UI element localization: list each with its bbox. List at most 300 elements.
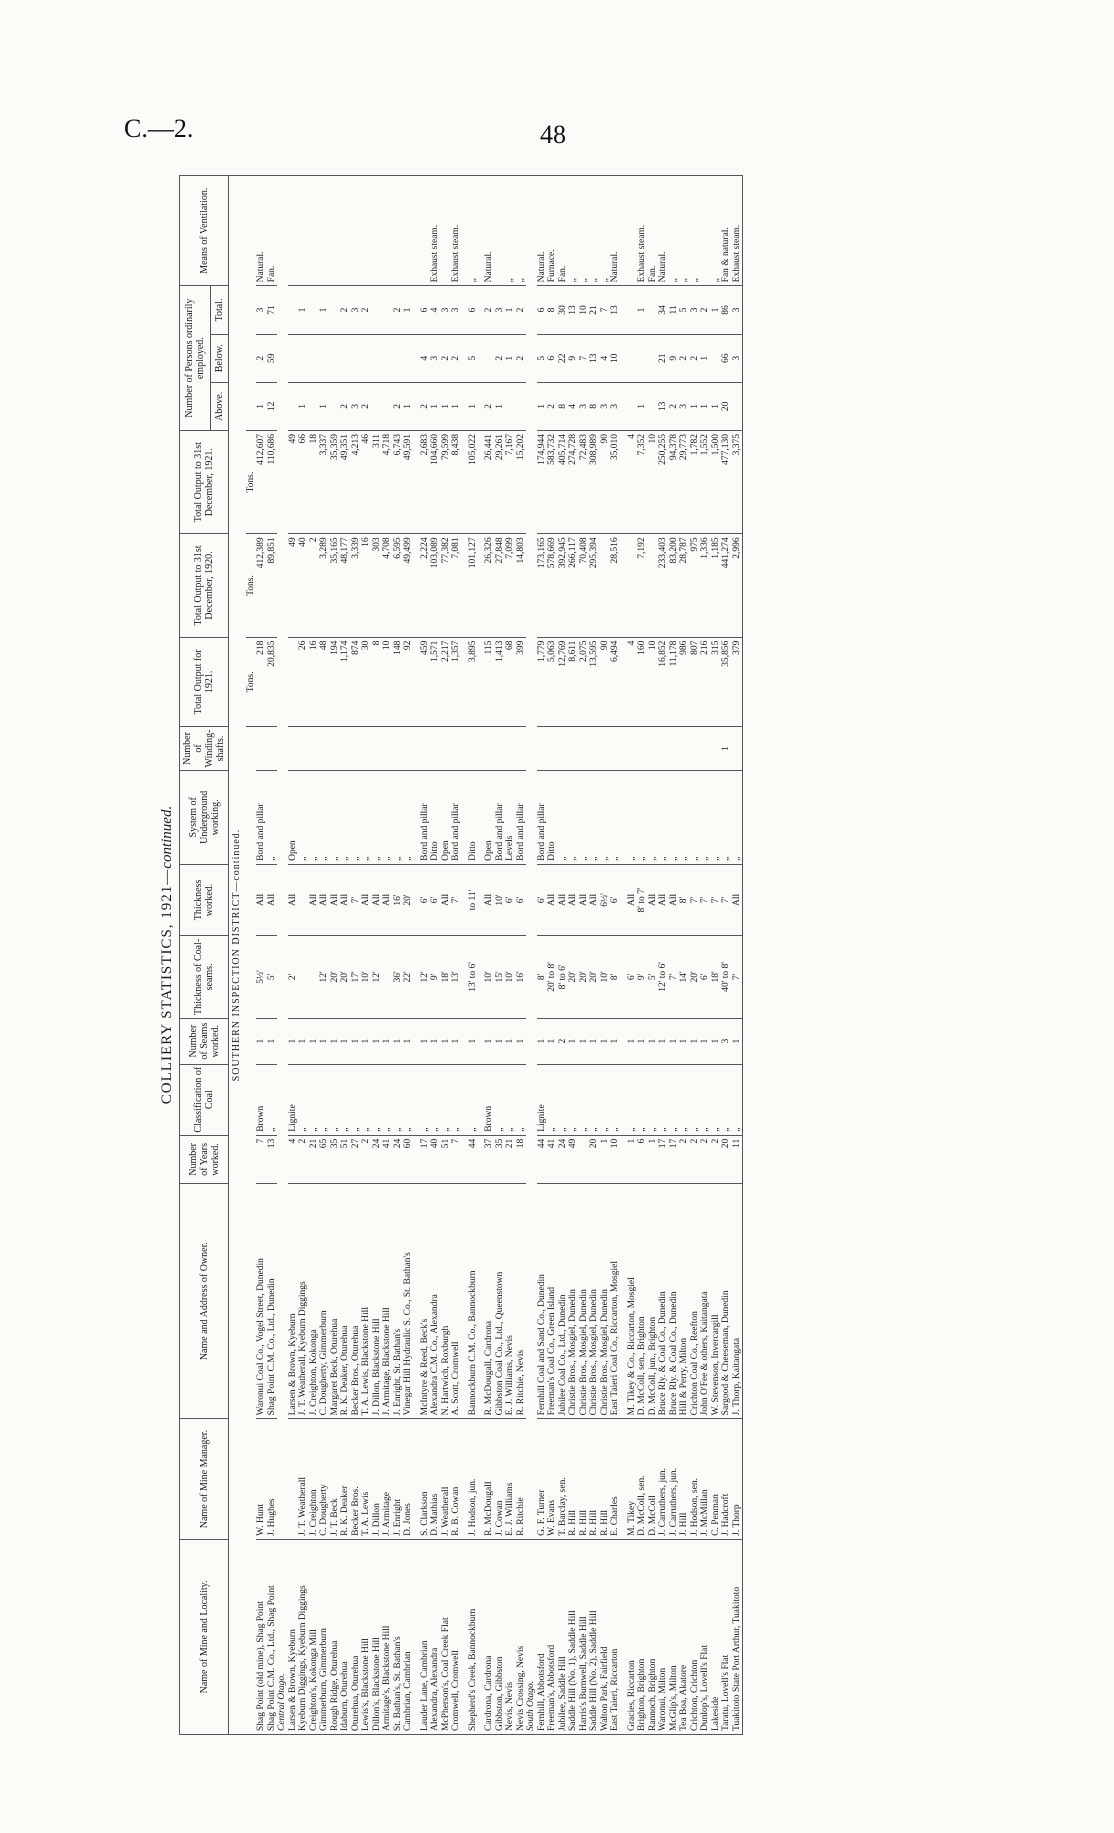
col-mine: Name of Mine and Locality.: [180, 1539, 229, 1734]
coal-class: „: [679, 1064, 690, 1135]
col-below: Below.: [210, 334, 228, 382]
total-to-1920: 975: [690, 534, 701, 637]
ventilation: „: [568, 176, 579, 286]
output-1921: 399: [516, 637, 527, 727]
owner-name: Shag Point C.M. Co., Ltd., Dunedin: [267, 1183, 278, 1418]
persons-above: 2: [669, 382, 680, 430]
persons-above: 1: [537, 382, 548, 430]
winding-shafts: [256, 727, 267, 771]
col-ventilation: Means of Ventilation.: [180, 176, 229, 286]
total-to-1921: 8,438: [451, 431, 462, 534]
thickness-worked: 6': [420, 864, 431, 935]
seam-thickness: 12': [372, 936, 383, 1019]
owner-name: J. Dillon, Blackstone Hill: [372, 1183, 383, 1418]
table-row: [267, 176, 278, 1735]
section-heading: SOUTHERN INSPECTION DISTRICT—continued.: [229, 176, 246, 1735]
manager-name: C. Penman: [711, 1419, 722, 1540]
winding-shafts: [537, 727, 548, 771]
owner-name: J. T. Weatherall, Kyeburn Diggings: [298, 1183, 309, 1418]
thickness-worked: All: [288, 864, 299, 935]
manager-name: J. Hill: [679, 1419, 690, 1540]
table-row: [441, 176, 452, 1735]
winding-shafts: 1: [721, 727, 732, 771]
thickness-worked: 6': [516, 864, 527, 935]
system-of-working: „: [361, 770, 372, 864]
persons-total: 1: [505, 286, 516, 334]
years-worked: 17: [669, 1135, 680, 1183]
manager-name: D. Jones: [403, 1419, 414, 1540]
persons-below: [309, 334, 320, 382]
total-to-1921: 10: [648, 431, 659, 534]
total-to-1920: 6,595: [393, 534, 404, 637]
coal-class: „: [468, 1064, 479, 1135]
thickness-worked: 6½': [600, 864, 611, 935]
persons-below: [484, 334, 495, 382]
seam-thickness: 20': [579, 936, 590, 1019]
ventilation: [700, 176, 711, 286]
thickness-worked: All: [441, 864, 452, 935]
persons-above: [732, 382, 743, 430]
seams-count: 1: [382, 1018, 393, 1064]
persons-above: [627, 382, 638, 430]
thickness-worked: All: [319, 864, 330, 935]
persons-below: [340, 334, 351, 382]
total-to-1920: 70,408: [579, 534, 590, 637]
winding-shafts: [690, 727, 701, 771]
output-1921: 90: [600, 637, 611, 727]
total-to-1920: 7,099: [505, 534, 516, 637]
seam-thickness: 22': [403, 936, 414, 1019]
total-to-1920: 49,499: [403, 534, 414, 637]
colliery-statistics-table: [179, 175, 743, 1735]
seams-count: 1: [690, 1018, 701, 1064]
thickness-worked: All: [558, 864, 569, 935]
ventilation: „: [669, 176, 680, 286]
total-to-1920: 173,165: [537, 534, 548, 637]
seam-thickness: 20': [589, 936, 600, 1019]
thickness-worked: 7': [700, 864, 711, 935]
table-row: [484, 176, 495, 1735]
table-row: [732, 176, 743, 1735]
persons-total: 2: [700, 286, 711, 334]
thickness-worked: 6': [537, 864, 548, 935]
table-row: [558, 176, 569, 1735]
seam-thickness: 12': [319, 936, 330, 1019]
persons-total: 1: [711, 286, 722, 334]
persons-above: [516, 382, 527, 430]
years-worked: 40: [430, 1135, 441, 1183]
output-1921: 459: [420, 637, 431, 727]
total-to-1920: 28,787: [679, 534, 690, 637]
ventilation: [309, 176, 320, 286]
mine-name: Larsen & Brown, Kyeburn: [288, 1539, 299, 1734]
col-system: System of Underground working.: [180, 770, 229, 864]
output-1921: 16,852: [658, 637, 669, 727]
manager-name: M. Tikey: [627, 1419, 638, 1540]
winding-shafts: [420, 727, 431, 771]
col-manager: Name of Mine Manager.: [180, 1419, 229, 1540]
col-output-1921: Total Output for 1921.: [180, 637, 229, 727]
output-1921: 11,178: [669, 637, 680, 727]
mine-name: Cromwell, Cromwell: [451, 1539, 462, 1734]
manager-name: J. T. Weatherall: [298, 1419, 309, 1540]
persons-total: 2: [516, 286, 527, 334]
system-of-working: Open: [484, 770, 495, 864]
coal-class: „: [658, 1064, 669, 1135]
section-row: [229, 176, 246, 1735]
total-to-1921: 79,599: [441, 431, 452, 534]
persons-below: [393, 334, 404, 382]
persons-above: 2: [340, 382, 351, 430]
ventilation: [393, 176, 404, 286]
seams-count: 1: [669, 1018, 680, 1064]
persons-below: [319, 334, 330, 382]
mine-name: Lauder Lane, Cambrian: [420, 1539, 431, 1734]
persons-below: 2: [516, 334, 527, 382]
system-of-working: „: [340, 770, 351, 864]
col-owner: Name and Address of Owner.: [180, 1183, 229, 1418]
years-worked: 13: [267, 1135, 278, 1183]
persons-total: 3: [441, 286, 452, 334]
table-row: [589, 176, 600, 1735]
persons-total: 2: [393, 286, 404, 334]
manager-name: R. McDougall: [484, 1419, 495, 1540]
thickness-worked: All: [669, 864, 680, 935]
coal-class: „: [372, 1064, 383, 1135]
mine-name: Crichton, Crichton: [690, 1539, 701, 1734]
winding-shafts: [403, 727, 414, 771]
mine-name: Oturehua, Oturehua: [351, 1539, 362, 1734]
output-1921: 379: [732, 637, 743, 727]
winding-shafts: [700, 727, 711, 771]
seam-thickness: 10': [505, 936, 516, 1019]
seams-count: 1: [679, 1018, 690, 1064]
total-to-1921: 7,167: [505, 431, 516, 534]
seams-count: 1: [610, 1018, 621, 1064]
mine-name: Nevis Crossing, Nevis: [516, 1539, 527, 1734]
persons-below: 21: [658, 334, 669, 382]
persons-above: 2: [484, 382, 495, 430]
persons-below: [372, 334, 383, 382]
seam-thickness: 16': [516, 936, 527, 1019]
years-worked: 2: [711, 1135, 722, 1183]
total-to-1921: 6,743: [393, 431, 404, 534]
total-to-1921: 1,552: [700, 431, 711, 534]
output-1921: 35,856: [721, 637, 732, 727]
persons-above: 2: [547, 382, 558, 430]
mine-name: Harris's Burnwell, Saddle Hill: [579, 1539, 590, 1734]
persons-total: 2: [484, 286, 495, 334]
persons-above: 1: [495, 382, 506, 430]
system-of-working: „: [721, 770, 732, 864]
seam-thickness: [309, 936, 320, 1019]
seams-count: 1: [732, 1018, 743, 1064]
owner-name: C. Dougherty, Gimmerburn: [319, 1183, 330, 1418]
seam-thickness: 18': [441, 936, 452, 1019]
table-row: [361, 176, 372, 1735]
coal-class: „: [267, 1064, 278, 1135]
table-row: [516, 176, 527, 1735]
persons-total: [288, 286, 299, 334]
seams-count: 1: [441, 1018, 452, 1064]
persons-above: 1: [468, 382, 479, 430]
total-to-1920: 2,224: [420, 534, 431, 637]
persons-below: 2: [256, 334, 267, 382]
table-row: [579, 176, 590, 1735]
persons-above: 3: [579, 382, 590, 430]
mine-name: Shag Point (old mine), Shag Point: [256, 1539, 267, 1734]
persons-below: 10: [610, 334, 621, 382]
owner-name: Waronui Coal Co., Vogel Street, Dunedin: [256, 1183, 267, 1418]
system-of-working: „: [627, 770, 638, 864]
years-worked: 35: [495, 1135, 506, 1183]
ventilation: Fan.: [267, 176, 278, 286]
years-worked: 27: [351, 1135, 362, 1183]
persons-total: 71: [267, 286, 278, 334]
years-worked: 11: [732, 1135, 743, 1183]
total-to-1920: 303: [372, 534, 383, 637]
years-worked: 2: [361, 1135, 372, 1183]
persons-total: 2: [340, 286, 351, 334]
output-1921: 194: [330, 637, 341, 727]
table-row: [610, 176, 621, 1735]
persons-above: 8: [589, 382, 600, 430]
thickness-worked: 16': [393, 864, 404, 935]
output-1921: 4: [627, 637, 638, 727]
total-to-1921: 2,683: [420, 431, 431, 534]
years-worked: 2: [700, 1135, 711, 1183]
coal-class: „: [579, 1064, 590, 1135]
seam-thickness: 6': [627, 936, 638, 1019]
ventilation: Fan.: [558, 176, 569, 286]
system-of-working: Levels: [505, 770, 516, 864]
thickness-worked: 6': [430, 864, 441, 935]
seams-count: 2: [558, 1018, 569, 1064]
system-of-working: Ditto: [468, 770, 479, 864]
total-to-1921: 1,500: [711, 431, 722, 534]
owner-name: N. Hartwich, Roxburgh: [441, 1183, 452, 1418]
manager-name: D. McColl, sen.: [637, 1419, 648, 1540]
persons-total: 6: [420, 286, 431, 334]
seams-count: 1: [468, 1018, 479, 1064]
coal-class: Lignite: [288, 1064, 299, 1135]
table-row: [393, 176, 404, 1735]
seam-thickness: 12' to 6': [658, 936, 669, 1019]
seam-thickness: 8' to 6': [558, 936, 569, 1019]
manager-name: W. Hunt: [256, 1419, 267, 1540]
total-to-1920: 26,326: [484, 534, 495, 637]
total-to-1920: 4,708: [382, 534, 393, 637]
seams-count: 1: [393, 1018, 404, 1064]
coal-class: „: [430, 1064, 441, 1135]
ventilation: [351, 176, 362, 286]
manager-name: D. McColl: [648, 1419, 659, 1540]
seam-thickness: 14': [679, 936, 690, 1019]
winding-shafts: [516, 727, 527, 771]
seam-thickness: 9': [637, 936, 648, 1019]
owner-name: D. McColl, jun., Brighton: [648, 1183, 659, 1418]
total-to-1921: 72,483: [579, 431, 590, 534]
mine-name: Walton Park, Fairfield: [600, 1539, 611, 1734]
persons-below: 5: [537, 334, 548, 382]
owner-name: Bruce Rly. & Coal Co., Dunedin: [658, 1183, 669, 1418]
manager-name: J. Thorp: [732, 1419, 743, 1540]
subsection-heading: Central Otago.: [277, 1539, 288, 1734]
table-row: [451, 176, 462, 1735]
persons-above: 1: [298, 382, 309, 430]
total-to-1921: 35,359: [330, 431, 341, 534]
persons-total: [372, 286, 383, 334]
seam-thickness: 7': [669, 936, 680, 1019]
thickness-worked: All: [256, 864, 267, 935]
owner-name: R. Ritchie, Nevis: [516, 1183, 527, 1418]
total-to-1920: 295,394: [589, 534, 600, 637]
ventilation: [627, 176, 638, 286]
mine-name: Saddle Hill (No. 1), Saddle Hill: [568, 1539, 579, 1734]
col-shafts: Number of Winding-shafts.: [180, 727, 229, 771]
unit-output: Tons.: [246, 637, 257, 727]
output-1921: 1,357: [451, 637, 462, 727]
rotated-statistics-table: [155, 175, 975, 1735]
persons-above: [505, 382, 516, 430]
ventilation: „: [468, 176, 479, 286]
persons-total: 6: [537, 286, 548, 334]
table-row: [495, 176, 506, 1735]
mine-name: Shepherd's Creek, Bannockburn: [468, 1539, 479, 1734]
manager-name: J. Enright: [393, 1419, 404, 1540]
thickness-worked: All: [309, 864, 320, 935]
owner-name: Christie Bros., Mosgiel, Dunedin: [579, 1183, 590, 1418]
seam-thickness: 10': [361, 936, 372, 1019]
table-row: [403, 176, 414, 1735]
coal-class: „: [721, 1064, 732, 1135]
winding-shafts: [267, 727, 278, 771]
thickness-worked: 7': [690, 864, 701, 935]
ventilation: Fan.: [648, 176, 659, 286]
seams-count: 1: [372, 1018, 383, 1064]
seam-thickness: 20': [340, 936, 351, 1019]
seam-thickness: 18': [711, 936, 722, 1019]
system-of-working: Ditto: [547, 770, 558, 864]
winding-shafts: [637, 727, 648, 771]
persons-above: 1: [403, 382, 414, 430]
mine-name: Cardrona, Cardrona: [484, 1539, 495, 1734]
output-1921: 2,075: [579, 637, 590, 727]
manager-name: J. Hughes: [267, 1419, 278, 1540]
owner-name: Sargood & Cheeseman, Dunedin: [721, 1183, 732, 1418]
table-row: [340, 176, 351, 1735]
ventilation: [361, 176, 372, 286]
owner-name: Freeman's Coal Co., Green Island: [547, 1183, 558, 1418]
ventilation: „: [589, 176, 600, 286]
system-of-working: „: [700, 770, 711, 864]
output-1921: 10: [648, 637, 659, 727]
winding-shafts: [330, 727, 341, 771]
persons-total: 5: [679, 286, 690, 334]
seam-thickness: 13' to 6': [468, 936, 479, 1019]
persons-above: 20: [721, 382, 732, 430]
table-body: [229, 176, 743, 1735]
ventilation: Exhaust steam.: [430, 176, 441, 286]
persons-below: [403, 334, 414, 382]
manager-name: T. Barclay, sen.: [558, 1419, 569, 1540]
output-1921: 16: [309, 637, 320, 727]
total-to-1921: 104,660: [430, 431, 441, 534]
total-to-1920: 89,851: [267, 534, 278, 637]
ventilation: „: [690, 176, 701, 286]
persons-below: [298, 334, 309, 382]
system-of-working: „: [637, 770, 648, 864]
total-to-1921: 29,261: [495, 431, 506, 534]
years-worked: 41: [382, 1135, 393, 1183]
ventilation: Furnace.: [547, 176, 558, 286]
ventilation: Natural.: [610, 176, 621, 286]
mine-name: Tea Boa, Akatore: [679, 1539, 690, 1734]
output-1921: 10: [382, 637, 393, 727]
thickness-worked: All: [658, 864, 669, 935]
total-to-1921: 583,732: [547, 431, 558, 534]
winding-shafts: [547, 727, 558, 771]
system-of-working: „: [690, 770, 701, 864]
persons-above: 4: [568, 382, 579, 430]
subsection-row: [277, 176, 288, 1735]
persons-below: 1: [505, 334, 516, 382]
persons-total: 1: [298, 286, 309, 334]
total-to-1921: 311: [372, 431, 383, 534]
thickness-worked: All: [361, 864, 372, 935]
coal-class: „: [330, 1064, 341, 1135]
coal-class: „: [648, 1064, 659, 1135]
coal-class: „: [393, 1064, 404, 1135]
years-worked: 1: [627, 1135, 638, 1183]
winding-shafts: [669, 727, 680, 771]
system-of-working: Bord and pillar: [516, 770, 527, 864]
manager-name: R. Ritchie: [516, 1419, 527, 1540]
total-to-1921: 477,130: [721, 431, 732, 534]
total-to-1920: 412,389: [256, 534, 267, 637]
years-worked: 21: [309, 1135, 320, 1183]
col-seams: Number of Seams worked.: [180, 1018, 229, 1064]
mine-name: East Taieri, Riccarton: [610, 1539, 621, 1734]
coal-class: „: [669, 1064, 680, 1135]
total-to-1921: 274,728: [568, 431, 579, 534]
system-of-working: Ditto: [430, 770, 441, 864]
output-1921: 3,895: [468, 637, 479, 727]
total-to-1920: 16: [361, 534, 372, 637]
years-worked: 44: [537, 1135, 548, 1183]
total-to-1921: 3,375: [732, 431, 743, 534]
winding-shafts: [505, 727, 516, 771]
manager-name: J. Weatherall: [441, 1419, 452, 1540]
output-1921: 148: [393, 637, 404, 727]
seam-thickness: 2': [288, 936, 299, 1019]
owner-name: Alexandra C.M. Co., Alexandra: [430, 1183, 441, 1418]
ventilation: Exhaust steam.: [732, 176, 743, 286]
system-of-working: „: [330, 770, 341, 864]
owner-name: R. McDougall, Cardrona: [484, 1183, 495, 1418]
winding-shafts: [627, 727, 638, 771]
table-row: [721, 176, 732, 1735]
ventilation: „: [516, 176, 527, 286]
manager-name: R. B. Cowan: [451, 1419, 462, 1540]
coal-class: „: [711, 1064, 722, 1135]
coal-class: „: [319, 1064, 330, 1135]
seams-count: 1: [319, 1018, 330, 1064]
seams-count: 1: [627, 1018, 638, 1064]
col-total: Total.: [210, 286, 228, 334]
persons-total: 2: [361, 286, 372, 334]
years-worked: 49: [568, 1135, 579, 1183]
